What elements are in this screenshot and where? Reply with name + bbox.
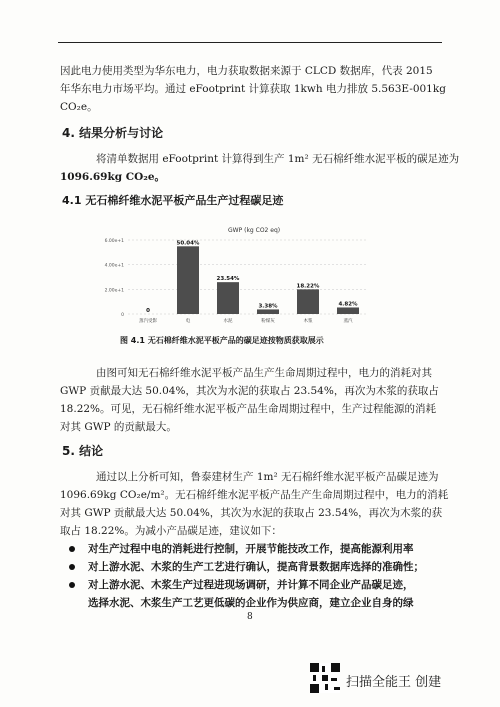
- bar: [297, 289, 319, 314]
- paragraph-line: 对其 GWP 的贡献最大。: [60, 421, 177, 433]
- section-heading-5: 5. 结论: [62, 444, 104, 458]
- recommendation-item-continued: 选择水泥、木浆生产工艺更低碳的企业作为供应商，建立企业自身的绿: [88, 597, 414, 609]
- paragraph-line: 18.22%。可见，无石棉纤维水泥平板产品生命周期过程中，生产过程能源的消耗: [60, 403, 437, 415]
- paragraph-line: 将清单数据用 eFootprint 计算得到生产 1m² 无石棉纤维水泥平板的碳足迹为: [96, 153, 460, 165]
- gwp-bar-chart: [88, 222, 378, 334]
- qr-code-icon: [310, 663, 340, 693]
- data-label: 4.82%: [338, 301, 358, 308]
- bar: [177, 246, 199, 314]
- bar: [257, 309, 279, 314]
- paragraph-line: 由图可知无石棉纤维水泥平板产品生产生命周期过程中，电力的消耗对其: [96, 367, 432, 379]
- x-tick-label: 电: [185, 319, 191, 324]
- bar: [337, 307, 359, 314]
- y-tick-label: 2.00e+1: [104, 288, 124, 294]
- paragraph-line: 取占 18.22%。为减小产品碳足迹，建议如下：: [60, 525, 282, 537]
- paragraph-line: 年华东电力市场平均。通过 eFootprint 计算获取 1kwh 电力排放 5.563E-001kg: [60, 83, 446, 95]
- subsection-heading-4-1: 4.1 无石棉纤维水泥平板产品生产过程碳足迹: [62, 194, 284, 207]
- x-tick-label: 木浆: [303, 319, 313, 324]
- paragraph-line: 通过以上分析可知，鲁泰建材生产 1m² 无石棉纤维水泥平板产品碳足迹为: [96, 471, 439, 483]
- header-rule: [58, 42, 442, 43]
- x-tick-label: 蒸汽: [343, 319, 353, 324]
- data-label: 0: [146, 308, 150, 314]
- bullet-icon: [69, 582, 75, 588]
- paragraph-line: 因此电力使用类型为华东电力，电力获取数据来源于 CLCD 数据库，代表 2015: [60, 65, 433, 77]
- page-number: 8: [247, 612, 253, 622]
- section-heading-4: 4. 结果分析与讨论: [62, 126, 164, 140]
- y-tick-label: 6.00e+1: [104, 239, 124, 244]
- recommendation-item: 对上游水泥、木浆生产过程进现场调研，并计算不同企业产品碳足迹，: [88, 579, 414, 591]
- y-tick-label: 4.00e+1: [104, 263, 124, 269]
- paragraph-line: 对其 GWP 贡献最大达 50.04%，其次为水泥的获取占 23.54%，再次为木浆的获: [60, 507, 443, 519]
- paragraph-line: 1096.69kg CO₂e/m²。无石棉纤维水泥平板产品生产生命周期过程中，电力的消耗: [60, 489, 449, 501]
- data-label: 18.22%: [296, 283, 320, 290]
- data-label: 50.04%: [176, 240, 200, 247]
- x-tick-label: 粉煤灰: [261, 319, 275, 324]
- paragraph-line: 1096.69kg CO₂e。: [60, 171, 166, 183]
- bullet-icon: [69, 564, 75, 570]
- paragraph-line: GWP 贡献最大达 50.04%，其次为水泥的获取占 23.54%，再次为木浆的获取占: [60, 385, 439, 397]
- paragraph-line: CO₂e。: [60, 101, 98, 113]
- data-label: 3.38%: [258, 303, 278, 310]
- bar: [217, 282, 239, 314]
- x-tick-label: 蒸汽受影: [139, 319, 157, 324]
- recommendation-item: 对生产过程中电的消耗进行控制，开展节能技改工作，提高能源利用率: [88, 543, 414, 555]
- x-tick-label: 水泥: [223, 319, 233, 324]
- chart-title: GWP (kg CO2 eq): [228, 227, 281, 234]
- recommendation-item: 对上游水泥、木浆的生产工艺进行确认，提高背景数据库选择的准确性；: [88, 561, 424, 573]
- y-tick-label: 0: [121, 313, 124, 318]
- scanner-watermark: 扫描全能王 创建: [346, 675, 442, 690]
- figure-caption: 图 4.1 无石棉纤维水泥平板产品的碳足迹按物质获取展示: [120, 336, 324, 345]
- data-label: 23.54%: [216, 276, 240, 283]
- bullet-icon: [69, 546, 75, 552]
